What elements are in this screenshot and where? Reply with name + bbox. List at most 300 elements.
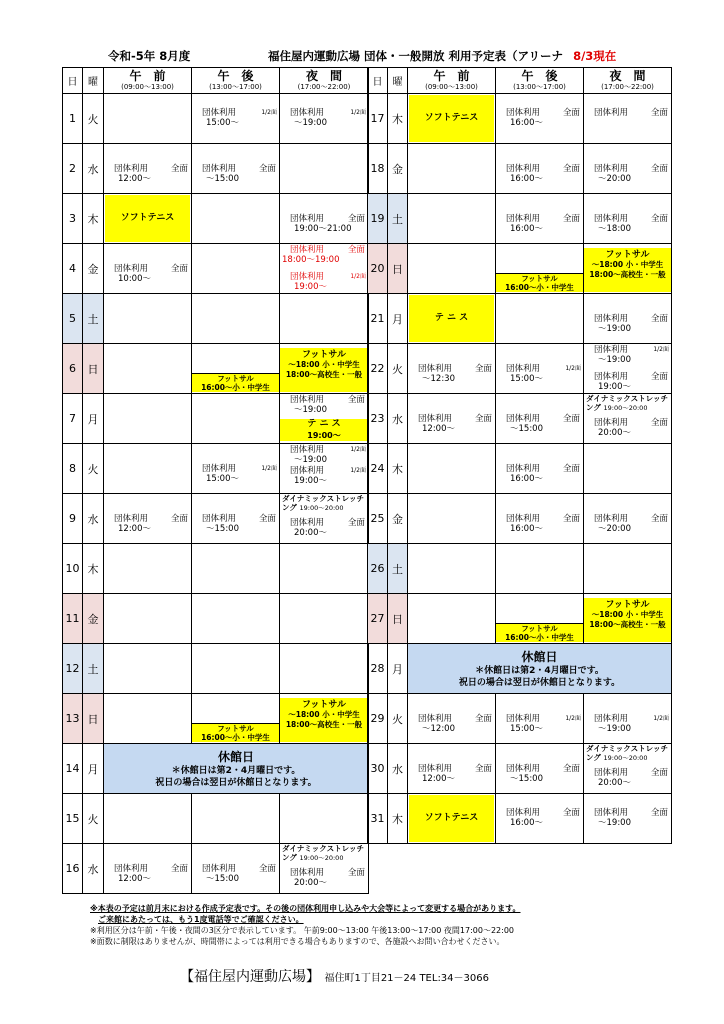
night-cell xyxy=(280,244,369,294)
day-number: 14 xyxy=(63,744,83,794)
futsal-block xyxy=(192,373,279,392)
usage-label: 団体利用 xyxy=(290,245,325,255)
usage-label: 団体利用 xyxy=(202,864,237,874)
usage-label: 団体利用 xyxy=(594,418,629,428)
futsal-kids: 16:00～小・中学生 xyxy=(505,283,574,292)
futsal-kids: ～18:00 小・中学生 xyxy=(288,360,360,369)
morning-cell xyxy=(104,644,192,694)
dynamic-time: 19:00～20:00 xyxy=(299,504,344,512)
day-number: 27 xyxy=(368,594,388,644)
usage-time: 19:00～ xyxy=(294,282,327,292)
afternoon-cell xyxy=(192,94,280,144)
night-cell xyxy=(584,394,672,444)
schedule-table-right xyxy=(367,67,672,844)
futsal-high: 18:00～高校生・一般 xyxy=(589,620,666,629)
day-number: 30 xyxy=(368,744,388,794)
morning-cell xyxy=(104,694,192,744)
footnote-1: ※本表の予定は前月末における作成予定表です。その後の団体利用申し込みや大会等によって変更する場合があります。 xyxy=(90,904,521,913)
usage-label: 団体利用 xyxy=(290,395,325,405)
table-row xyxy=(368,694,672,744)
futsal-title: フットサル xyxy=(302,350,346,360)
closed-note-2: 祝日の場合は翌日が休館日となります。 xyxy=(155,778,317,788)
usage-area: 全面 xyxy=(562,414,580,424)
night-time: (17:00～22:00) xyxy=(601,82,654,91)
usage-time: 15:00～ xyxy=(206,474,239,484)
night-cell xyxy=(280,344,369,394)
weekday: 金 xyxy=(388,144,408,194)
usage-area: 全面 xyxy=(347,395,365,405)
dynamic-title: ダイナミックストレッチ xyxy=(282,494,365,503)
morning-cell xyxy=(408,444,496,494)
day-number: 5 xyxy=(63,294,83,344)
dynamic-title: ダイナミックストレッチ xyxy=(282,844,365,853)
night-time: (17:00～22:00) xyxy=(297,82,351,91)
afternoon-cell xyxy=(496,744,584,794)
closed-day-banner xyxy=(408,644,672,694)
day-number: 31 xyxy=(368,794,388,844)
weekday: 木 xyxy=(388,94,408,144)
usage-area: 全面 xyxy=(474,714,492,724)
night-cell xyxy=(584,544,672,594)
dynamic-title-2: ング xyxy=(586,403,601,412)
usage-time: ～19:00 xyxy=(598,324,631,334)
closed-note-1: ＊休館日は第2・4月曜日です。 xyxy=(171,766,301,776)
usage-time: ～19:00 xyxy=(598,818,631,828)
morning-cell xyxy=(104,94,192,144)
footnote-2: ご来館にあたっては、もう1度電話等でご確認ください。 xyxy=(98,915,304,924)
weekday: 火 xyxy=(388,344,408,394)
usage-label: 団体利用 xyxy=(506,514,541,524)
morning-time: (09:00～13:00) xyxy=(121,82,174,91)
usage-time: ～19:00 xyxy=(294,118,327,128)
usage-label: 団体利用 xyxy=(114,164,149,174)
usage-time: 16:00～ xyxy=(510,818,543,828)
usage-area: 全面 xyxy=(170,514,188,524)
day-number: 6 xyxy=(63,344,83,394)
afternoon-cell xyxy=(496,594,584,644)
usage-label: 団体利用 xyxy=(290,272,325,282)
day-number: 1 xyxy=(63,94,83,144)
afternoon-cell xyxy=(496,394,584,444)
afternoon-label: 午後 xyxy=(217,68,266,83)
morning-cell xyxy=(104,444,192,494)
usage-area: 1/2面 xyxy=(350,109,366,116)
table-row xyxy=(63,494,369,544)
usage-area: 全面 xyxy=(650,768,668,778)
afternoon-cell xyxy=(192,794,280,844)
usage-area: 1/2面 xyxy=(350,467,366,474)
dynamic-title: ダイナミックストレッチ xyxy=(586,394,669,403)
table-header-row xyxy=(63,68,369,94)
night-label: 夜間 xyxy=(305,68,354,83)
night-cell xyxy=(280,694,369,744)
futsal-kids: 16:00～小・中学生 xyxy=(201,733,270,742)
table-row xyxy=(63,644,369,694)
morning-cell xyxy=(408,144,496,194)
usage-area: 全面 xyxy=(650,372,668,382)
afternoon-cell xyxy=(192,444,280,494)
usage-label: 団体利用 xyxy=(202,464,237,474)
usage-time: 20:00～ xyxy=(598,428,631,438)
futsal-block xyxy=(192,723,279,742)
day-number: 16 xyxy=(63,844,83,894)
morning-cell xyxy=(408,594,496,644)
night-cell xyxy=(584,94,672,144)
futsal-title: フットサル xyxy=(302,700,346,710)
usage-area: 全面 xyxy=(170,864,188,874)
usage-label: 団体利用 xyxy=(418,414,453,424)
day-number: 19 xyxy=(368,194,388,244)
day-number: 13 xyxy=(63,694,83,744)
usage-area: 全面 xyxy=(170,264,188,274)
day-number: 3 xyxy=(63,194,83,244)
night-cell xyxy=(584,444,672,494)
morning-cell xyxy=(408,344,496,394)
night-cell xyxy=(584,744,672,794)
night-cell xyxy=(584,494,672,544)
usage-label: 団体利用 xyxy=(114,264,149,274)
morning-cell xyxy=(104,294,192,344)
table-row xyxy=(368,294,672,344)
usage-time: 18:00～19:00 xyxy=(282,255,340,265)
usage-time: 16:00～ xyxy=(510,524,543,534)
night-cell xyxy=(584,594,672,644)
weekday: 日 xyxy=(388,594,408,644)
footnote-3: ※利用区分は午前・午後・夜間の3区分で表示しています。 午前9:00～13:00 午後13:00～17:00 夜間17:00～22:00 xyxy=(90,926,515,935)
usage-area: 1/2面 xyxy=(565,715,581,722)
morning-label: 午前 xyxy=(129,68,178,83)
night-cell xyxy=(584,144,672,194)
futsal-kids: ～18:00 小・中学生 xyxy=(591,610,664,619)
usage-time: ～20:00 xyxy=(598,524,631,534)
afternoon-cell xyxy=(192,844,280,894)
usage-label: 団体利用 xyxy=(594,314,629,324)
night-cell xyxy=(280,594,369,644)
morning-cell xyxy=(408,544,496,594)
table-row xyxy=(368,594,672,644)
table-row xyxy=(63,194,369,244)
day-header: 日 xyxy=(63,68,83,94)
usage-area: 全面 xyxy=(562,764,580,774)
usage-area: 全面 xyxy=(562,108,580,118)
weekday: 水 xyxy=(388,744,408,794)
usage-area: 1/2面 xyxy=(261,465,277,472)
usage-area: 1/2面 xyxy=(565,365,581,372)
morning-cell xyxy=(408,694,496,744)
morning-cell xyxy=(408,94,496,144)
day-number: 7 xyxy=(63,394,83,444)
usage-time: ～15:00 xyxy=(206,874,239,884)
usage-time: 12:00～ xyxy=(118,874,151,884)
table-row xyxy=(63,94,369,144)
futsal-high: 18:00～高校生・一般 xyxy=(285,720,363,729)
table-row xyxy=(368,94,672,144)
usage-label: 団体利用 xyxy=(506,364,541,374)
usage-area: 全面 xyxy=(474,414,492,424)
table-row xyxy=(368,244,672,294)
usage-time: ～19:00 xyxy=(294,455,327,465)
afternoon-cell xyxy=(496,694,584,744)
futsal-title: フットサル xyxy=(521,624,558,633)
weekday: 月 xyxy=(83,394,104,444)
afternoon-cell xyxy=(496,444,584,494)
closed-note-2: 祝日の場合は翌日が休館日となります。 xyxy=(458,678,621,688)
dynamic-title-2: ング xyxy=(282,503,297,512)
usage-label: 団体利用 xyxy=(202,164,237,174)
usage-label: 団体利用 xyxy=(202,108,237,118)
usage-time: ～19:00 xyxy=(598,724,631,734)
page-title xyxy=(268,48,616,64)
weekday: 火 xyxy=(83,794,104,844)
usage-area: 全面 xyxy=(347,245,365,255)
night-header xyxy=(280,68,369,94)
night-cell xyxy=(280,444,369,494)
soft-tennis-block: ソフトテニス xyxy=(105,195,190,242)
morning-cell xyxy=(104,494,192,544)
night-cell xyxy=(584,194,672,244)
day-number: 23 xyxy=(368,394,388,444)
afternoon-cell xyxy=(496,544,584,594)
usage-time: ～15:00 xyxy=(510,774,543,784)
table-row xyxy=(63,394,369,444)
weekday: 火 xyxy=(83,444,104,494)
morning-cell xyxy=(104,244,192,294)
day-number: 4 xyxy=(63,244,83,294)
afternoon-cell xyxy=(192,544,280,594)
day-number: 24 xyxy=(368,444,388,494)
weekday: 日 xyxy=(388,244,408,294)
usage-area: 全面 xyxy=(650,108,668,118)
usage-label: 団体利用 xyxy=(506,464,541,474)
futsal-title: フットサル xyxy=(605,250,650,260)
usage-area: 全面 xyxy=(650,314,668,324)
table-row xyxy=(368,444,672,494)
usage-label: 団体利用 xyxy=(506,108,541,118)
usage-label: 団体利用 xyxy=(506,164,541,174)
afternoon-cell xyxy=(192,694,280,744)
afternoon-cell xyxy=(496,344,584,394)
table-row xyxy=(63,344,369,394)
weekday: 金 xyxy=(388,494,408,544)
weekday-header: 曜 xyxy=(83,68,104,94)
night-cell xyxy=(280,494,369,544)
weekday: 月 xyxy=(83,744,104,794)
usage-time: 20:00～ xyxy=(294,878,327,888)
futsal-high: 18:00～高校生・一般 xyxy=(589,270,666,279)
day-number: 10 xyxy=(63,544,83,594)
usage-label: 団体利用 xyxy=(594,164,629,174)
usage-area: 全面 xyxy=(562,164,580,174)
morning-cell xyxy=(104,144,192,194)
usage-area: 全面 xyxy=(170,164,188,174)
usage-label: 団体利用 xyxy=(418,764,453,774)
futsal-block xyxy=(496,623,583,642)
table-row xyxy=(368,644,672,694)
day-number: 29 xyxy=(368,694,388,744)
dynamic-stretch xyxy=(586,394,668,413)
table-row xyxy=(368,544,672,594)
afternoon-cell xyxy=(192,594,280,644)
usage-label: 団体利用 xyxy=(290,445,325,455)
usage-area: 全面 xyxy=(258,864,276,874)
afternoon-cell xyxy=(192,144,280,194)
table-row xyxy=(63,694,369,744)
afternoon-cell xyxy=(192,294,280,344)
futsal-block xyxy=(280,698,368,742)
weekday: 日 xyxy=(83,344,104,394)
table-row xyxy=(368,794,672,844)
weekday: 火 xyxy=(388,694,408,744)
usage-label: 団体利用 xyxy=(506,808,541,818)
weekday: 金 xyxy=(83,594,104,644)
table-row xyxy=(368,344,672,394)
usage-area: 全面 xyxy=(650,418,668,428)
futsal-high: 18:00～高校生・一般 xyxy=(285,370,363,379)
soft-tennis-block: ソフトテニス xyxy=(409,795,494,842)
futsal-kids: 16:00～小・中学生 xyxy=(201,383,270,392)
table-row xyxy=(63,444,369,494)
page-title-text: 福住屋内運動広場 団体・一般開放 利用予定表（アリーナ xyxy=(268,49,564,63)
afternoon-cell xyxy=(192,644,280,694)
afternoon-label: 午後 xyxy=(521,68,570,83)
usage-area: 全面 xyxy=(347,214,365,224)
afternoon-time: (13:00～17:00) xyxy=(513,82,566,91)
day-number: 9 xyxy=(63,494,83,544)
night-header xyxy=(584,68,672,94)
morning-cell xyxy=(408,394,496,444)
usage-area: 全面 xyxy=(650,808,668,818)
table-header-row xyxy=(368,68,672,94)
usage-label: 団体利用 xyxy=(202,514,237,524)
day-number: 26 xyxy=(368,544,388,594)
soft-tennis-block: ソフトテニス xyxy=(409,95,494,142)
weekday: 木 xyxy=(83,544,104,594)
usage-area: 全面 xyxy=(258,164,276,174)
usage-area: 全面 xyxy=(258,514,276,524)
morning-cell xyxy=(104,194,192,244)
weekday: 水 xyxy=(83,844,104,894)
table-row xyxy=(368,144,672,194)
usage-label: 団体利用 xyxy=(290,868,325,878)
usage-label: 団体利用 xyxy=(594,345,629,355)
usage-time: 16:00～ xyxy=(510,224,543,234)
morning-cell xyxy=(408,494,496,544)
weekday: 水 xyxy=(388,394,408,444)
usage-area: 1/2面 xyxy=(261,109,277,116)
usage-time: ～12:00 xyxy=(422,724,455,734)
dynamic-time: 19:00～20:00 xyxy=(299,854,344,862)
afternoon-cell xyxy=(496,794,584,844)
dynamic-stretch xyxy=(282,494,364,513)
afternoon-cell xyxy=(192,244,280,294)
tennis-time: 19:00～ xyxy=(307,431,341,440)
usage-time: 15:00～ xyxy=(510,724,543,734)
table-row xyxy=(63,744,369,794)
usage-label: 団体利用 xyxy=(418,714,453,724)
afternoon-cell xyxy=(192,194,280,244)
morning-header xyxy=(408,68,496,94)
night-cell xyxy=(280,94,369,144)
futsal-title: フットサル xyxy=(605,600,650,610)
usage-label: 団体利用 xyxy=(594,808,629,818)
usage-area: 全面 xyxy=(474,764,492,774)
weekday-header: 曜 xyxy=(388,68,408,94)
afternoon-header xyxy=(192,68,280,94)
day-number: 8 xyxy=(63,444,83,494)
tennis-block xyxy=(280,419,368,441)
morning-cell xyxy=(104,344,192,394)
usage-label: 団体利用 xyxy=(594,714,629,724)
usage-time: 16:00～ xyxy=(510,174,543,184)
morning-cell xyxy=(408,794,496,844)
usage-label: 団体利用 xyxy=(290,214,325,224)
weekday: 水 xyxy=(83,494,104,544)
futsal-title: フットサル xyxy=(217,724,254,733)
afternoon-cell xyxy=(496,94,584,144)
afternoon-cell xyxy=(496,144,584,194)
tennis-title: テ ニ ス xyxy=(307,419,341,429)
closed-title: 休館日 xyxy=(217,750,254,764)
afternoon-cell xyxy=(192,344,280,394)
morning-cell xyxy=(104,794,192,844)
day-number: 28 xyxy=(368,644,388,694)
night-cell xyxy=(584,344,672,394)
era-month: 令和-5年 8月度 xyxy=(108,49,191,63)
afternoon-cell xyxy=(496,194,584,244)
night-cell xyxy=(280,144,369,194)
futsal-kids: 16:00～小・中学生 xyxy=(505,633,574,642)
weekday: 月 xyxy=(388,644,408,694)
usage-label: 団体利用 xyxy=(506,714,541,724)
weekday: 木 xyxy=(388,444,408,494)
dynamic-title: ダイナミックストレッチ xyxy=(586,744,669,753)
futsal-kids: ～18:00 小・中学生 xyxy=(591,260,664,269)
usage-area: 全面 xyxy=(347,518,365,528)
day-number: 18 xyxy=(368,144,388,194)
day-number: 17 xyxy=(368,94,388,144)
dynamic-title-2: ング xyxy=(586,753,601,762)
usage-time: 16:00～ xyxy=(510,474,543,484)
afternoon-cell xyxy=(496,494,584,544)
usage-label: 団体利用 xyxy=(114,514,149,524)
as-of-date: 8/3現在 xyxy=(573,49,617,63)
weekday: 火 xyxy=(83,94,104,144)
usage-label: 団体利用 xyxy=(506,414,541,424)
table-row xyxy=(63,144,369,194)
futsal-block xyxy=(280,348,368,392)
usage-area: 全面 xyxy=(474,364,492,374)
usage-area: 1/2面 xyxy=(350,273,366,280)
weekday: 日 xyxy=(83,694,104,744)
usage-label: 団体利用 xyxy=(506,764,541,774)
weekday: 土 xyxy=(83,294,104,344)
day-number: 25 xyxy=(368,494,388,544)
usage-time: ～15:00 xyxy=(510,424,543,434)
night-cell xyxy=(584,244,672,294)
usage-area: 全面 xyxy=(650,514,668,524)
usage-time: 12:00～ xyxy=(118,524,151,534)
usage-time: 12:00～ xyxy=(422,774,455,784)
dynamic-title-2: ング xyxy=(282,853,297,862)
day-number: 2 xyxy=(63,144,83,194)
night-cell xyxy=(584,694,672,744)
table-row xyxy=(63,594,369,644)
weekday: 木 xyxy=(388,794,408,844)
table-row xyxy=(368,744,672,794)
usage-label: 団体利用 xyxy=(418,364,453,374)
usage-time: 19:00～ xyxy=(294,476,327,486)
day-number: 22 xyxy=(368,344,388,394)
